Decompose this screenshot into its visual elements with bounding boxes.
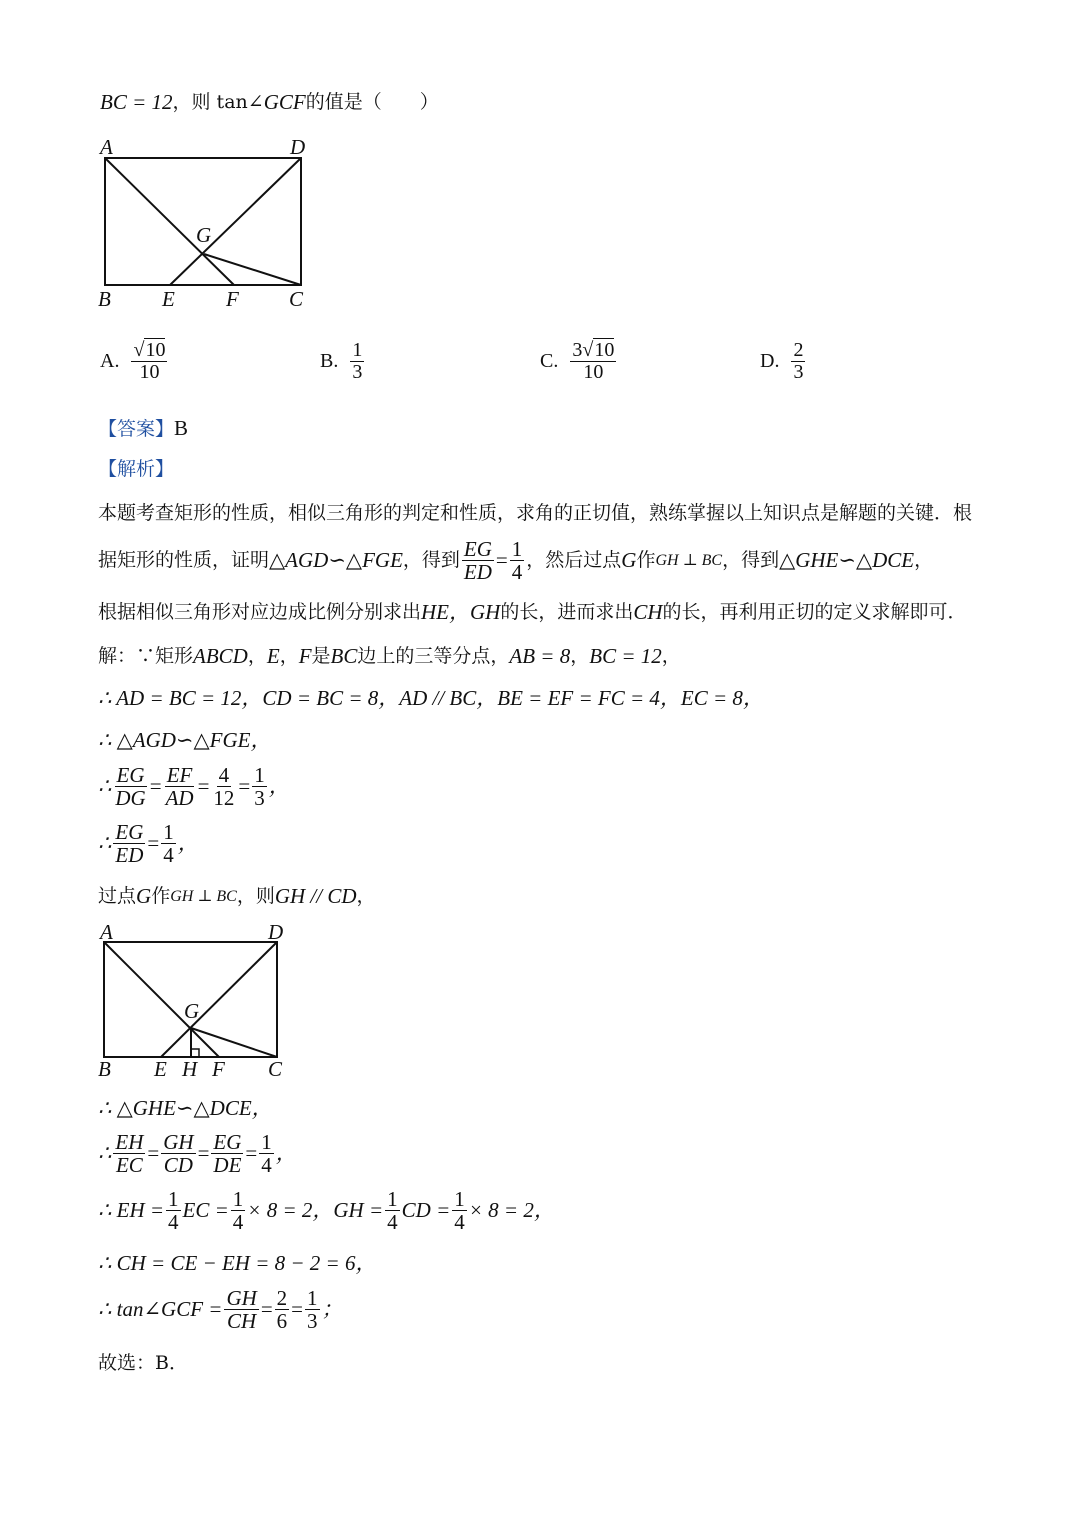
label-c: C xyxy=(268,1057,283,1081)
analysis-p2-similar2: △GHE∽△DCE xyxy=(779,547,915,572)
analysis-p3-len: 的长，进而求出 xyxy=(500,601,634,624)
option-b-value xyxy=(350,340,364,383)
analysis-p2-similar: △AGD∽△FGE xyxy=(269,547,403,572)
analysis-p2-get: ，得到 xyxy=(402,549,460,572)
label-b: B xyxy=(98,1057,111,1081)
solution-line-3: ∴ △AGD∽△FGE， xyxy=(98,728,272,752)
question-stem xyxy=(100,90,439,115)
label-h: H xyxy=(182,1057,198,1081)
option-c-coef: 3 xyxy=(572,339,583,361)
analysis-p1: 本题考查矩形的性质，相似三角形的判定和性质，求角的正切值，熟练掌握以上知识点是解题的关键．根 xyxy=(98,502,973,524)
option-d-den: 3 xyxy=(793,361,804,383)
analysis-p2-get2: ，得到 xyxy=(722,549,780,572)
analysis-tag: 【解析】 xyxy=(98,458,175,480)
option-c-den: 10 xyxy=(583,361,604,383)
option-d-num: 2 xyxy=(793,339,804,361)
analysis-p2-point: G xyxy=(621,547,637,572)
answer-value: B xyxy=(174,416,189,440)
option-a-value: $\frac{√10}{10}$ xyxy=(133,339,166,383)
analysis-p2-make: 作 xyxy=(636,549,656,572)
option-a-radicand: 10 xyxy=(145,339,166,361)
option-c-value: $\frac{3√10}{10}$ xyxy=(572,339,615,383)
stem-angle: GCF xyxy=(263,90,306,114)
analysis-p3-segments: HE，GH xyxy=(421,600,501,624)
analysis-p2-perp: GH ⊥ BC xyxy=(655,551,723,569)
option-b-den: 3 xyxy=(352,361,363,383)
final-choice: 故选：B． xyxy=(98,1352,188,1374)
solution2-line-2: ∴ $\frac{EH}{EC}$ = $\frac{GH}{CD}$ = $\frac{EG}{DE}$ = $\frac{1}{4}$ ， xyxy=(98,1130,297,1178)
solution-line-6: 过点 G 作 GH ⊥ BC ，则 GH // CD ， xyxy=(98,884,376,908)
label-e: E xyxy=(154,1057,167,1081)
solution2-line-4: ∴ CH = CE − EH = 8 − 2 = 6， xyxy=(98,1251,377,1275)
rectangle-figure-2 xyxy=(96,920,326,1085)
analysis-p3-tail: 的长，再利用正切的定义求解即可． xyxy=(662,601,967,624)
label-a: A xyxy=(100,920,113,944)
option-b-letter: B. xyxy=(320,350,339,372)
label-d: D xyxy=(268,920,284,944)
analysis-p3-text: 根据相似三角形对应边成比例分别求出 xyxy=(98,601,422,624)
solution-line-2: ∴ AD = BC = 12，CD = BC = 8，AD // BC，BE = EF = FC = 4，EC = 8， xyxy=(98,686,764,710)
answer-line xyxy=(98,416,188,441)
label-d: D xyxy=(290,135,306,159)
option-a[interactable] xyxy=(100,340,169,383)
analysis-p3-ch: CH xyxy=(633,600,663,624)
option-d[interactable] xyxy=(760,340,807,383)
stem-tail: 的值是（ ） xyxy=(305,91,439,114)
option-b-num: 1 xyxy=(352,339,363,361)
option-c[interactable] xyxy=(540,340,618,383)
analysis-p3 xyxy=(98,600,967,625)
option-d-letter: D. xyxy=(760,350,780,372)
label-g: G xyxy=(196,223,212,247)
solution-line-5: ∴ $\frac{EG}{ED}$ = $\frac{1}{4}$ ， xyxy=(98,820,199,868)
analysis-p2-text: 据矩形的性质，证明 xyxy=(98,549,270,572)
label-e: E xyxy=(162,287,175,307)
analysis-p2-fraction-2: $\frac{1}{4}$ xyxy=(511,537,523,585)
solution2-line-1: ∴ △GHE∽△DCE， xyxy=(98,1096,273,1120)
label-c: C xyxy=(289,287,304,307)
solution-line-4: ∴ $\frac{EG}{DG}$ = $\frac{EF}{AD}$ = $\frac{4}{12}$ = $\frac{1}{3}$ ， xyxy=(98,763,290,811)
analysis-p2 xyxy=(98,538,933,583)
option-b[interactable] xyxy=(320,340,366,383)
label-g: G xyxy=(184,999,200,1023)
stem-text: ，则 tan∠ xyxy=(172,91,264,114)
label-f: F xyxy=(212,1057,225,1081)
analysis-p2-eq: = xyxy=(495,547,508,572)
stem-bc: BC = 12 xyxy=(100,90,173,114)
solution2-line-5: ∴ tan∠GCF = $\frac{GH}{CH}$ = $\frac{2}{6}$ = $\frac{1}{3}$ ； xyxy=(98,1286,343,1334)
option-d-value xyxy=(791,340,805,383)
option-a-letter: A. xyxy=(100,350,120,372)
label-b: B xyxy=(98,287,111,307)
solution-line-1: 解：∵矩形 ABCD ， E ， F 是 BC 边上的三等分点， AB = 8 ， BC = 12 ， xyxy=(98,644,681,668)
option-a-den: 10 xyxy=(139,361,160,383)
analysis-p2-then: ，然后过点 xyxy=(526,549,622,572)
solution2-line-3: ∴ EH = $\frac{1}{4}$ EC = $\frac{1}{4}$ × 8 = 2，GH = $\frac{1}{4}$ CD = $\frac{1}{4}$ × 8 = 2， xyxy=(98,1187,555,1235)
rectangle-figure-1 xyxy=(96,132,336,307)
label-f: F xyxy=(226,287,239,307)
analysis-p2-comma: ， xyxy=(914,549,934,572)
answer-tag: 【答案】 xyxy=(98,418,175,440)
option-c-radicand: 10 xyxy=(594,339,615,361)
label-a: A xyxy=(100,135,113,159)
analysis-p2-fraction: $\frac{EG}{ED}$ xyxy=(463,537,492,585)
option-c-letter: C. xyxy=(540,350,559,372)
